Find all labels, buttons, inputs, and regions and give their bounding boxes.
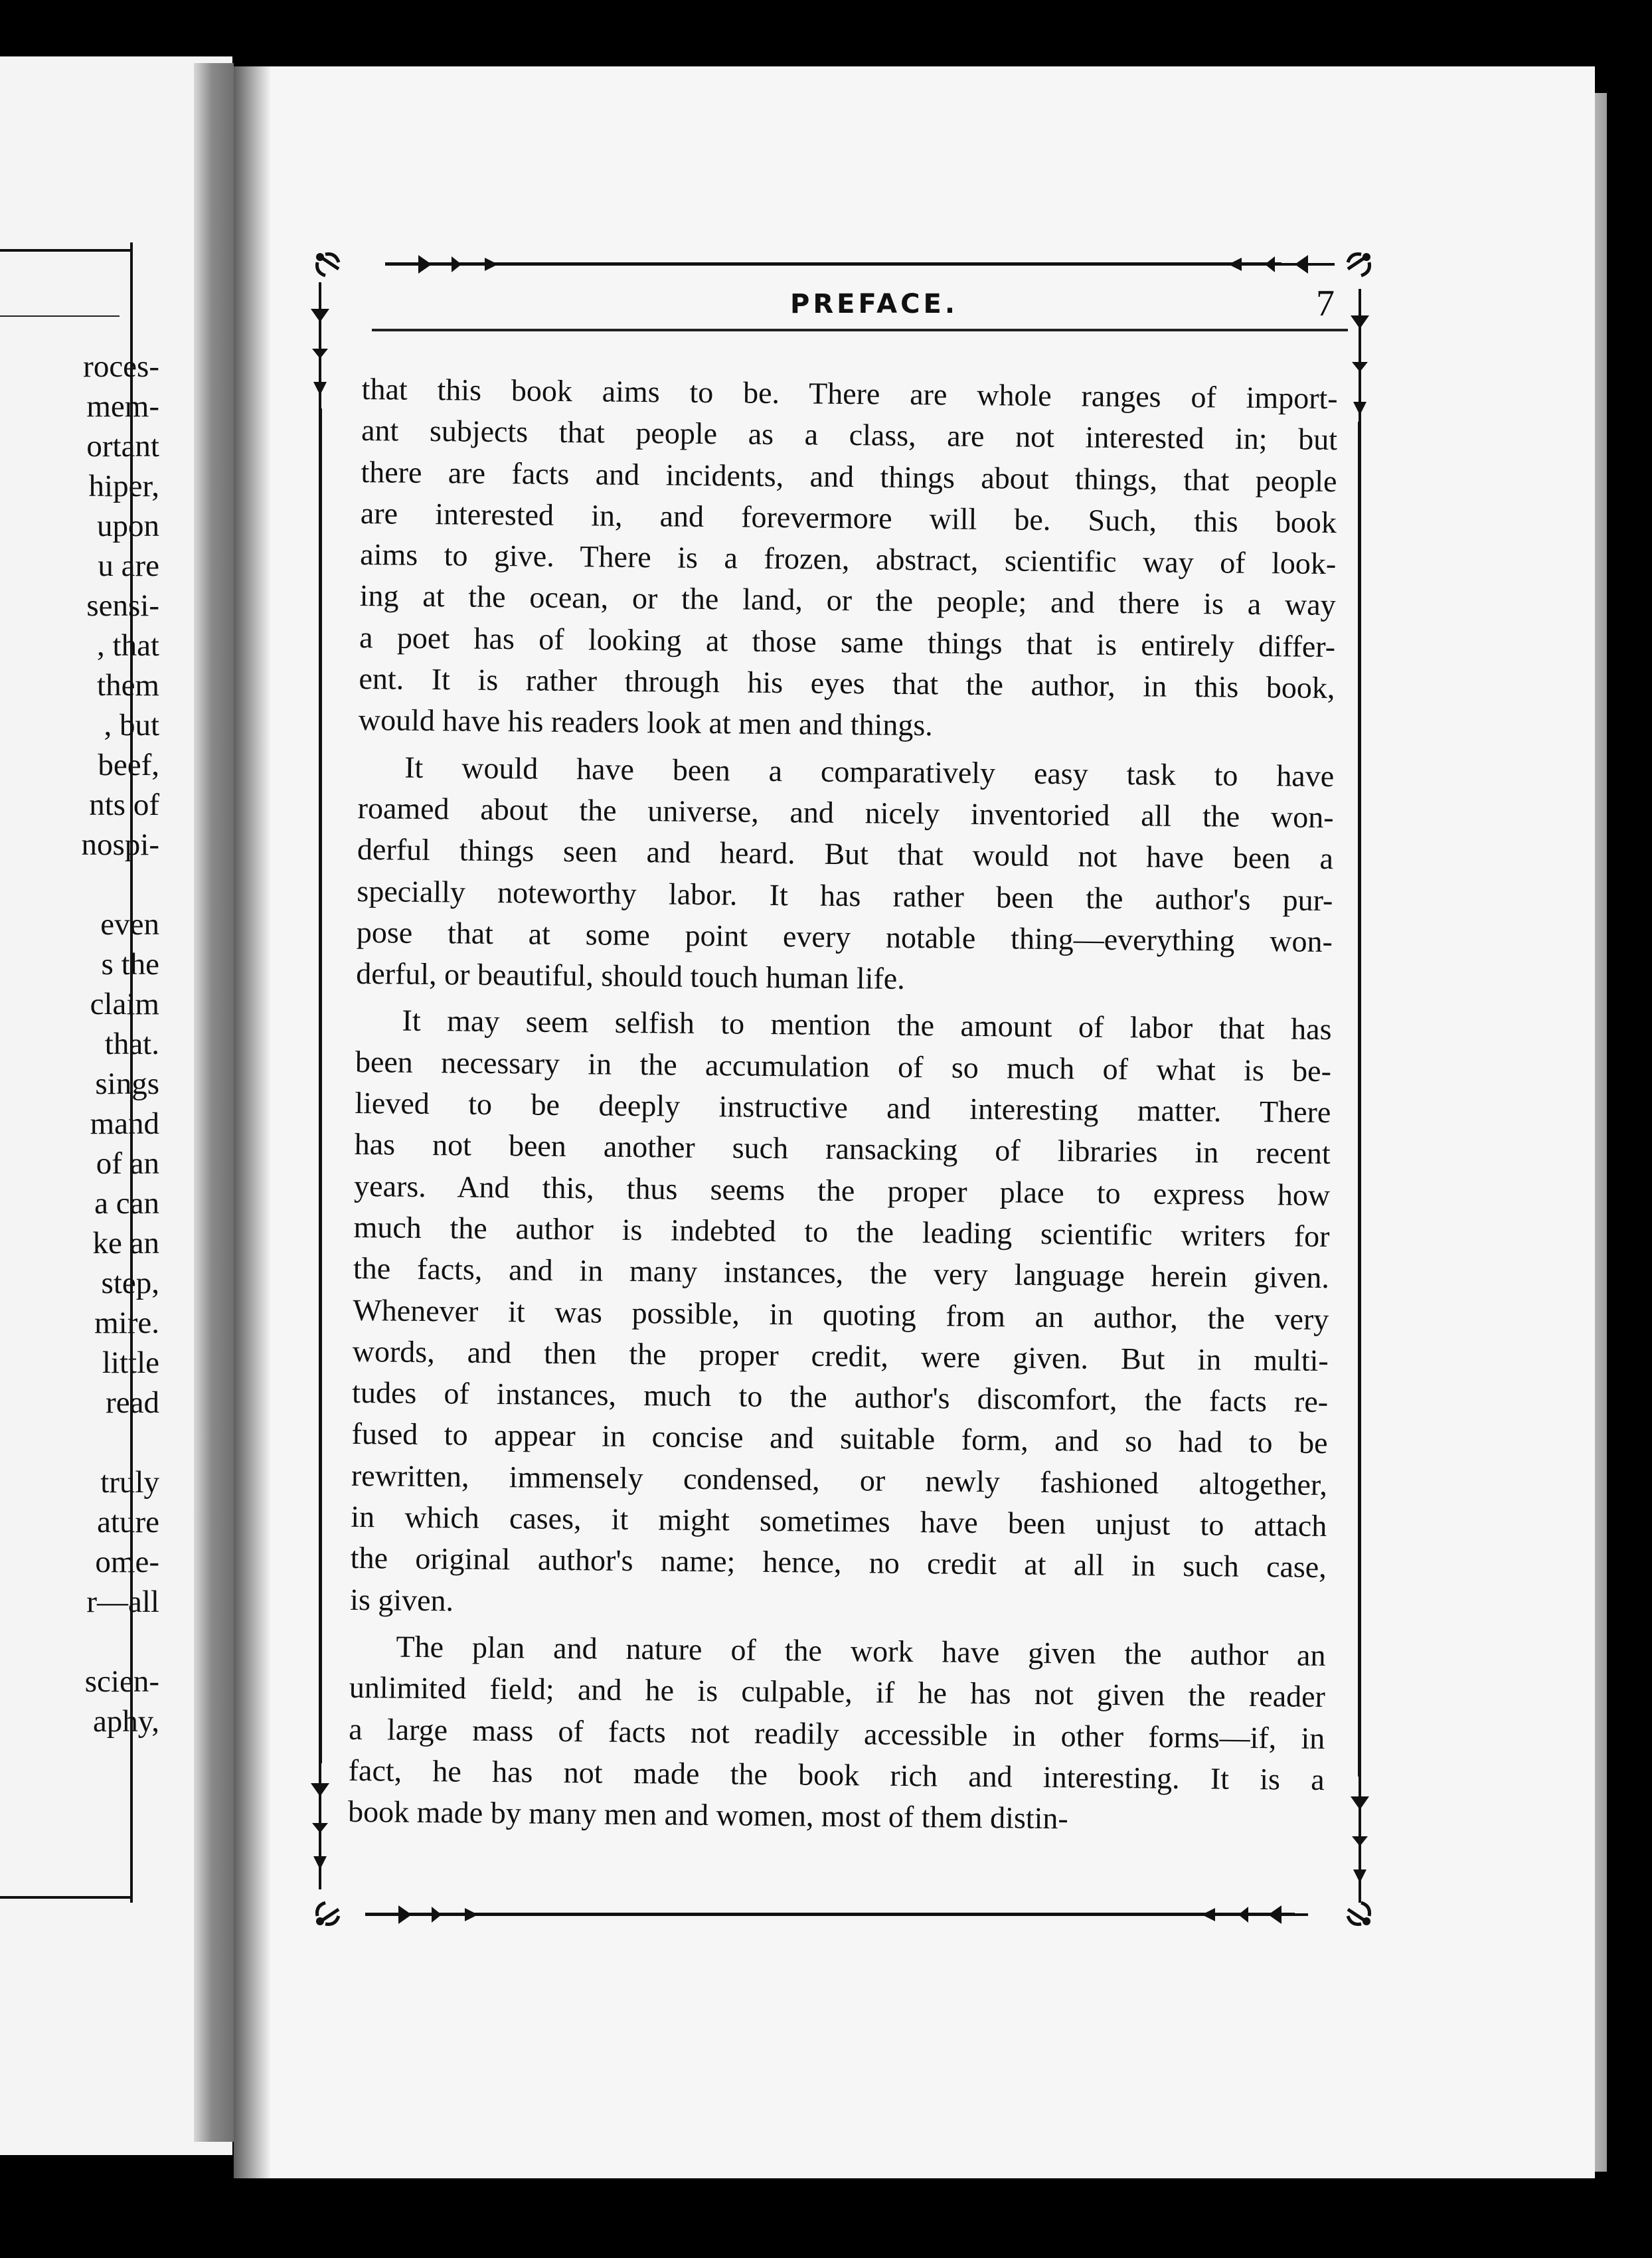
previous-page-line: mand — [90, 1106, 159, 1141]
previous-page-line: claim — [90, 987, 159, 1021]
text-line: the facts, and in many instances, the very language herein given. — [353, 1251, 1330, 1295]
text-line: much the author is indebted to the leading scientific writers for — [353, 1209, 1330, 1253]
paragraph — [359, 369, 1338, 750]
text-line: fact, he has not made the book rich and interesting. It is a — [348, 1753, 1325, 1796]
previous-page-line: s the — [101, 947, 159, 982]
text-line: tudes of instances, much to the author's discomfort, the facts re- — [351, 1375, 1329, 1419]
text-line: a large mass of facts not readily accessible in other forms—if, in — [349, 1711, 1325, 1755]
previous-page-line: a can — [94, 1186, 159, 1221]
previous-page-line: roces- — [83, 349, 159, 384]
frame-right-rule — [1358, 422, 1361, 1777]
frame-bottom-rule — [365, 1913, 1295, 1916]
previous-page-line: ome- — [95, 1545, 159, 1579]
flourish-ornament-icon — [1202, 252, 1335, 276]
text-line: the original author's name; hence, no credit at all in such case, — [350, 1541, 1327, 1585]
text-line: specially noteworthy labor. It has rather been the author's pur- — [357, 873, 1333, 917]
flourish-ornament-icon — [1175, 1903, 1308, 1927]
previous-page-line: ortant — [86, 429, 159, 464]
text-line: Whenever it was possible, in quoting from an author, the very — [353, 1292, 1329, 1336]
page-number: 7 — [1316, 283, 1335, 324]
text-line: been necessary in the accumulation of so much of what is be- — [355, 1044, 1332, 1088]
frame-left-rule — [319, 408, 322, 1763]
previous-page-line: beef, — [98, 748, 159, 782]
previous-page-line: mem- — [86, 389, 159, 424]
previous-page-line: that. — [104, 1027, 159, 1061]
previous-page-line: sensi- — [86, 588, 159, 623]
text-line: is given. — [349, 1582, 454, 1618]
previous-page-line: u are — [98, 549, 159, 583]
previous-page-line: ke an — [92, 1226, 159, 1260]
text-line: It may seem selfish to mention the amount of labor that has — [402, 1003, 1332, 1047]
previous-page-line: even — [100, 907, 159, 942]
previous-page-line: nospi- — [81, 827, 159, 862]
flourish-ornament-icon — [1348, 289, 1372, 435]
text-line: derful things seen and heard. But that would not have been a — [357, 832, 1334, 876]
text-line: ing at the ocean, or the land, or the people; and there is a way — [359, 578, 1336, 622]
previous-page-line: aphy, — [92, 1704, 159, 1739]
previous-page-line: step, — [101, 1266, 159, 1300]
corner-ornament-icon — [312, 1883, 359, 1929]
previous-page-line: read — [106, 1385, 159, 1420]
previous-page-line: ature — [97, 1505, 159, 1539]
flourish-ornament-icon — [308, 1757, 332, 1889]
text-line: roamed about the universe, and nicely inventoried all the won- — [357, 790, 1334, 835]
text-line: years. And this, thus seems the proper place to express how — [353, 1168, 1331, 1212]
previous-page-line: , but — [104, 708, 159, 742]
paragraph — [350, 999, 1332, 1630]
previous-page-line: hiper, — [88, 469, 159, 503]
previous-page-line: scien- — [84, 1664, 159, 1699]
running-head: PREFACE. — [790, 289, 959, 319]
left-page-frame-bottom — [0, 1896, 133, 1899]
flourish-ornament-icon — [308, 282, 332, 415]
text-line: It would have been a comparatively easy task to have — [404, 750, 1335, 793]
previous-page-line: them — [97, 668, 159, 703]
text-line: rewritten, immensely condensed, or newly fashioned altogether, — [351, 1458, 1328, 1502]
spine-shadow — [234, 66, 270, 2178]
previous-page-line: sings — [95, 1067, 159, 1101]
previous-page-line: mire. — [94, 1306, 159, 1340]
previous-page-line: truly — [100, 1465, 159, 1500]
previous-page-line: of an — [96, 1146, 159, 1181]
flourish-ornament-icon — [392, 252, 525, 276]
text-line: fused to appear in concise and suitable form, and so had to be — [351, 1417, 1328, 1460]
left-page-frame-top — [0, 249, 133, 252]
text-line: pose that at some point every notable thing—everything won- — [356, 914, 1333, 958]
text-line: book made by many men and women, most of them distin- — [347, 1794, 1069, 1836]
paragraph — [348, 1626, 1326, 1842]
text-line: a poet has of looking at those same things that is entirely differ- — [359, 620, 1336, 663]
text-line: has not been another such ransacking of libraries in recent — [354, 1127, 1331, 1171]
flourish-ornament-icon — [1348, 1770, 1372, 1903]
page-header — [372, 283, 1348, 335]
text-line: would have his readers look at men and things. — [358, 703, 933, 742]
text-line: that this book aims to be. There are whole ranges of import- — [361, 371, 1338, 416]
text-line: words, and then the proper credit, were given. But in multi- — [352, 1334, 1329, 1377]
text-line: derful, or beautiful, should touch human life. — [356, 956, 905, 996]
previous-page-line: , that — [97, 628, 159, 663]
text-line: aims to give. There is a frozen, abstract, scientific way of look- — [360, 537, 1337, 581]
text-line: lieved to be deeply instructive and interesting matter. There — [355, 1085, 1331, 1130]
left-page-header-rule — [0, 315, 120, 317]
flourish-ornament-icon — [372, 1903, 505, 1927]
book-gutter — [194, 63, 234, 2142]
text-line: The plan and nature of the work have given the author an — [396, 1629, 1326, 1672]
previous-page-line: upon — [97, 509, 159, 543]
text-line: unlimited field; and he is culpable, if he has not given the reader — [349, 1670, 1326, 1714]
paragraph — [356, 746, 1335, 1004]
previous-page-line: little — [102, 1346, 159, 1380]
preface-body — [348, 369, 1338, 1847]
previous-page-line: nts of — [89, 788, 159, 822]
text-line: in which cases, it might sometimes have been unjust to attach — [351, 1499, 1327, 1543]
previous-page-line: r—all — [86, 1585, 159, 1619]
text-line: ent. It is rather through his eyes that the author, in this book, — [359, 661, 1335, 705]
text-line: ant subjects that people as a class, are not interested in; but — [361, 413, 1338, 457]
text-line: are interested in, and forevermore will be. Such, this book — [360, 495, 1337, 539]
header-rule — [372, 329, 1348, 331]
text-line: there are facts and incidents, and things about things, that people — [361, 454, 1337, 498]
